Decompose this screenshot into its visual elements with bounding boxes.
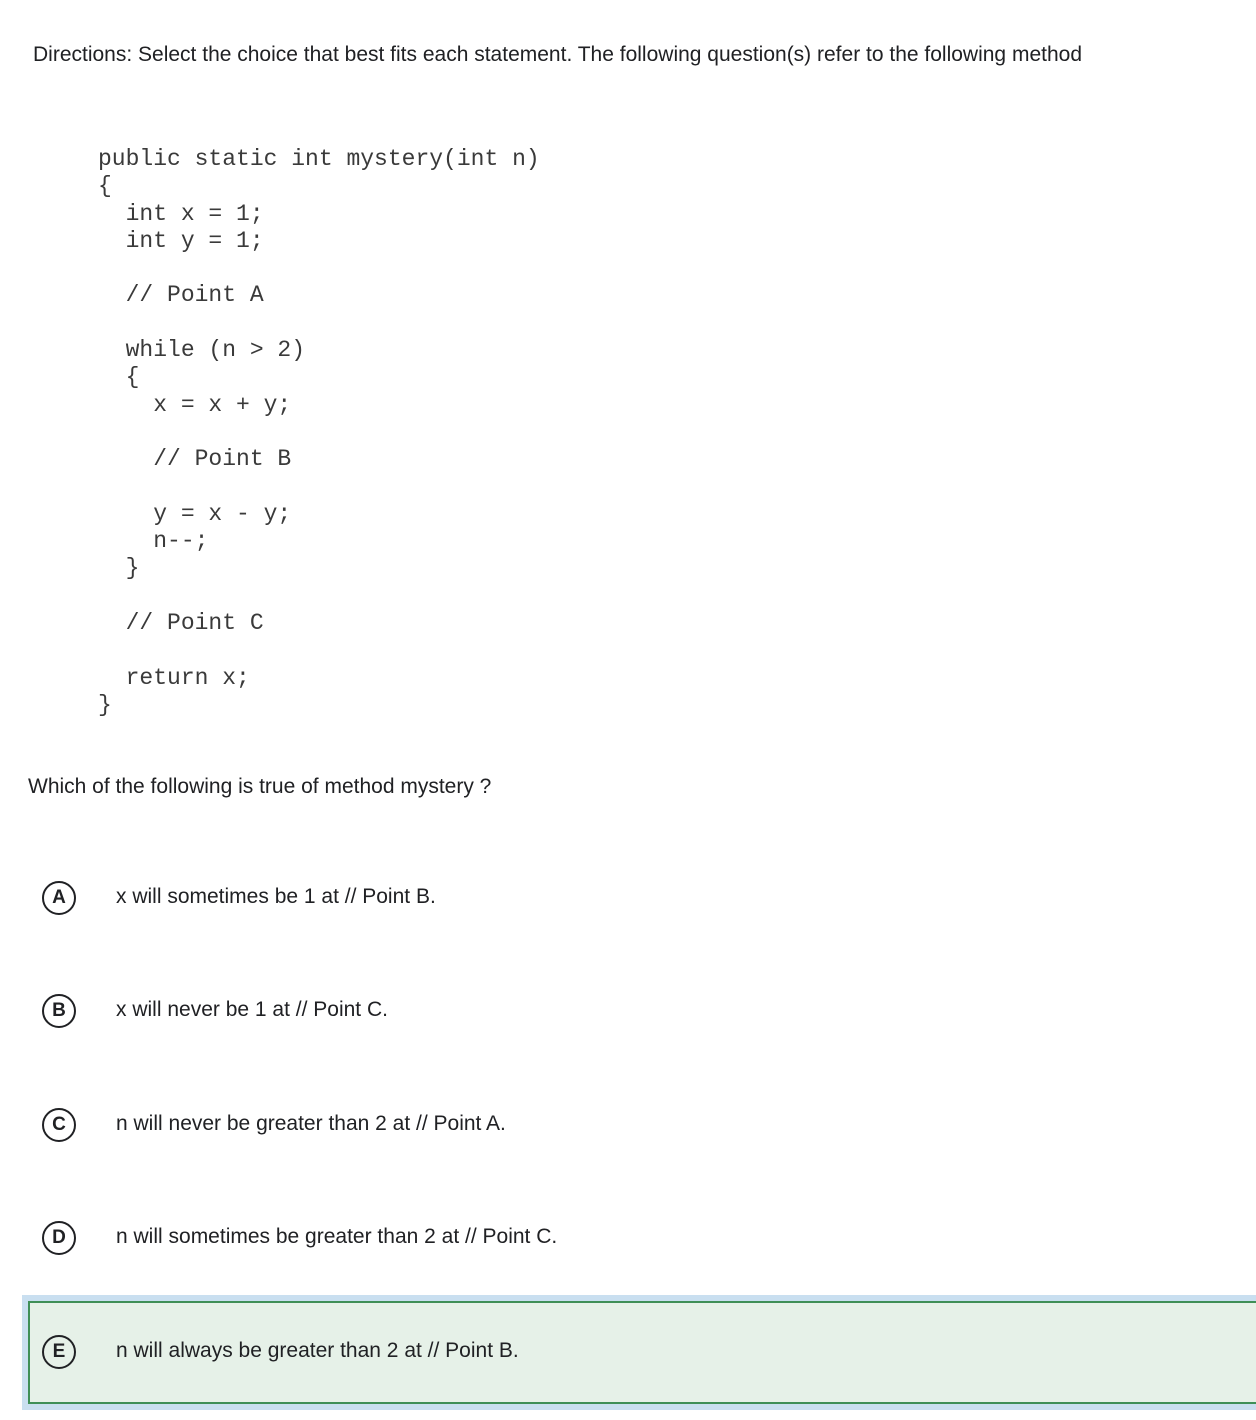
option-text-e: n will always be greater than 2 at // Point B. — [116, 1339, 519, 1362]
option-text-c: n will never be greater than 2 at // Point A. — [116, 1112, 506, 1135]
answer-option-c[interactable] — [0, 1108, 1256, 1188]
option-text-d: n will sometimes be greater than 2 at // Point C. — [116, 1225, 558, 1248]
option-letter-a-icon: A — [42, 881, 76, 915]
option-text-b: x will never be 1 at // Point C. — [116, 998, 388, 1021]
option-letter-e-icon: E — [42, 1335, 76, 1369]
option-letter-d-icon: D — [42, 1221, 76, 1255]
option-letter-b-icon: B — [42, 994, 76, 1028]
option-text-a: x will sometimes be 1 at // Point B. — [116, 885, 436, 908]
answer-option-e[interactable] — [0, 1335, 1256, 1415]
code-snippet: public static int mystery(int n) { int x = 1; int y = 1; // Point A while (n > 2) { x = x + y; // Point B y = x - y; n--; } // Point C return x; } — [98, 146, 540, 718]
answer-option-b[interactable] — [0, 994, 1256, 1074]
directions-text: Directions: Select the choice that best fits each statement. The following question(s) refer to the following method — [33, 43, 1082, 66]
answer-option-d[interactable] — [0, 1221, 1256, 1301]
answer-option-a[interactable] — [0, 881, 1256, 961]
question-text: Which of the following is true of method mystery ? — [28, 775, 492, 798]
option-letter-c-icon: C — [42, 1108, 76, 1142]
